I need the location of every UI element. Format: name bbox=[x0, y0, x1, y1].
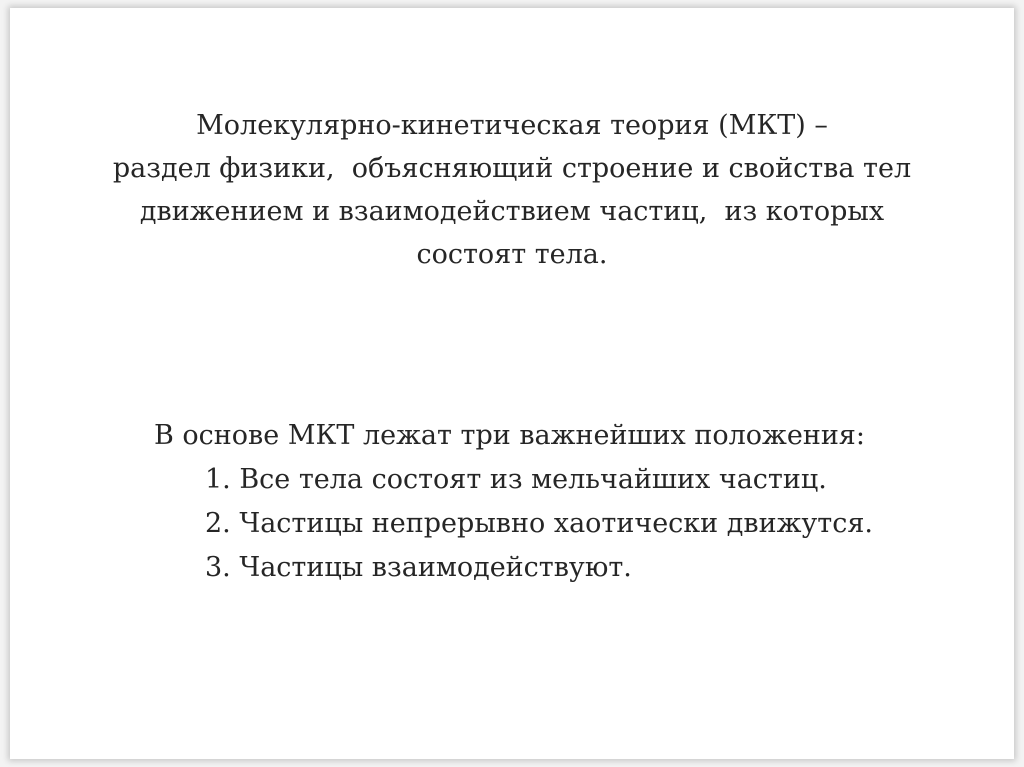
list-item: 2. Частицы непрерывно хаотически движутся. bbox=[205, 508, 873, 539]
slide bbox=[10, 8, 1014, 759]
definition-text bbox=[10, 104, 1014, 276]
principles-list bbox=[154, 458, 934, 590]
principles-block bbox=[154, 414, 934, 590]
list-item: 3. Частицы взаимодействуют. bbox=[205, 552, 632, 583]
list-item: 1. Все тела состоят из мельчайших частиц. bbox=[205, 464, 827, 495]
definition-line: состоят тела. bbox=[416, 239, 608, 270]
definition-line: раздел физики, объясняющий строение и свойства тел bbox=[112, 153, 912, 184]
definition-line: движением и взаимодействием частиц, из которых bbox=[139, 196, 885, 227]
definition-line: Молекулярно-кинетическая теория (МКТ) – bbox=[196, 110, 828, 141]
principles-intro: В основе МКТ лежат три важнейших положения: bbox=[154, 420, 865, 451]
